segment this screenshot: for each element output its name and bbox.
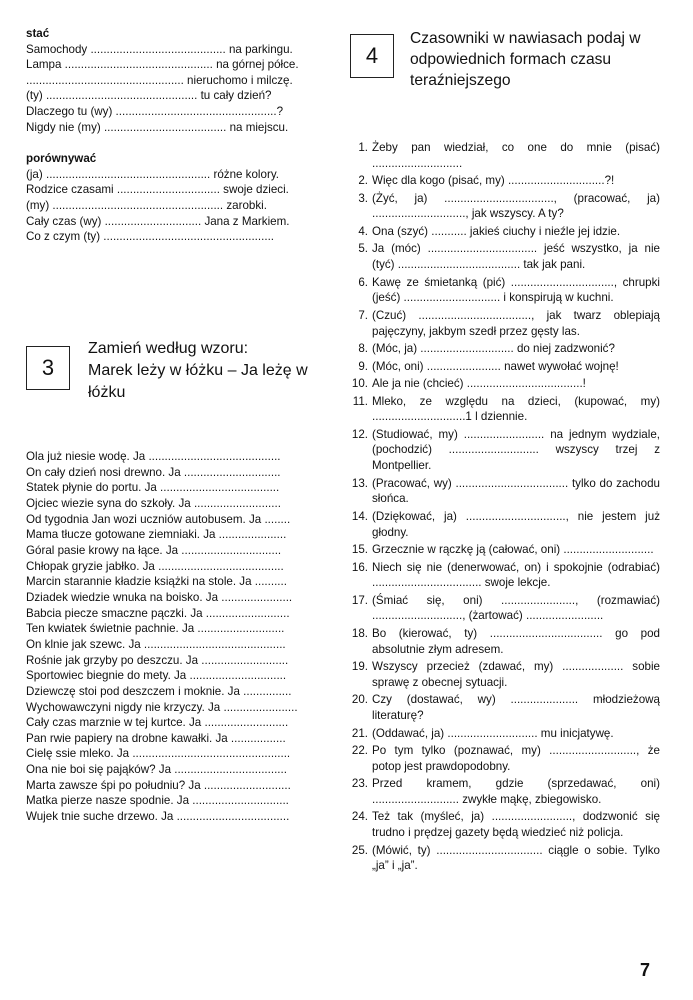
exercise-3-example: Marek leży w łóżku – Ja leżę w łóżku xyxy=(88,362,308,401)
section-stac xyxy=(26,26,334,135)
list-item: Ola już niesie wodę. Ja ......................................... xyxy=(26,450,281,463)
section-porownywac xyxy=(26,151,334,245)
list-item xyxy=(344,191,660,222)
item-number: 15. xyxy=(351,543,368,557)
item-text: (Mówić, ty) ................................. ciągle o sobie. Tylko „ja” i „ja”. xyxy=(372,843,660,873)
list-item: Góral pasie krowy na łące. Ja ............................... xyxy=(26,543,282,557)
item-text: Po tym tylko (poznawać, my) ..........................., że potop jest prawdopodobny. xyxy=(372,744,660,773)
exercise-3-instruction xyxy=(88,338,338,404)
page-number: 7 xyxy=(640,960,651,980)
list-item xyxy=(344,560,660,591)
list-item xyxy=(344,626,660,657)
item-text: (Oddawać, ja) ............................ mu inicjatywę. xyxy=(372,726,614,740)
item-text: Wszyscy przecież (zdawać, my) ................... sobie sprawę z obecnej sytuacji. xyxy=(372,660,660,689)
item-text: (Żyć, ja) .................................., (pracować, ja) ............................., jak wszyscy. A ty? xyxy=(372,191,660,221)
section-heading: porównywać xyxy=(26,152,97,166)
list-item: Pan rwie papiery na drobne kawałki. Ja ................. xyxy=(26,731,286,745)
item-text: (Dziękować, ja) ..............................., nie jestem już głodny. xyxy=(372,509,660,539)
item-text: (Móc, oni) ....................... nawet wywołać wojnę! xyxy=(372,359,619,373)
item-text: Grzecznie w rączkę ją (całować, oni) ............................ xyxy=(372,543,654,557)
list-item xyxy=(344,659,660,690)
item-text: Ale ja nie (chcieć) ....................................! xyxy=(372,377,586,391)
list-item xyxy=(344,224,660,240)
item-text: (Pracować, wy) ................................... tylko do zachodu słońca. xyxy=(372,476,660,506)
list-item xyxy=(344,726,660,742)
item-number: 14. xyxy=(351,509,368,523)
list-item: Rośnie jak grzyby po deszczu. Ja ........................... xyxy=(26,653,289,667)
drill-line: ................................................. nieruchomo i milczę. xyxy=(26,73,293,87)
list-item xyxy=(344,394,660,425)
list-item: Babcia piecze smaczne pączki. Ja .......................... xyxy=(26,606,290,620)
exercise-4-title: Czasowniki w nawiasach podaj w odpowiednich formach czasu teraźniejszego xyxy=(410,30,641,89)
list-item: Statek płynie do portu. Ja ..................................... xyxy=(26,481,280,495)
list-item: Dziewczę stoi pod deszczem i moknie. Ja ............... xyxy=(26,684,292,698)
item-text: Więc dla kogo (pisać, my) ..............................?! xyxy=(372,174,615,188)
drill-line: (my) ..................................................... zarobki. xyxy=(26,198,267,212)
item-number: 12. xyxy=(351,427,368,441)
list-item xyxy=(344,476,660,507)
item-number: 2. xyxy=(358,174,368,188)
list-item: Sportowiec biegnie do mety. Ja .............................. xyxy=(26,669,287,683)
list-item xyxy=(344,275,660,306)
item-text: Mleko, ze względu na dzieci, (kupować, my) .............................1 l dziennie. xyxy=(372,394,660,424)
section-heading: stać xyxy=(26,27,50,40)
list-item xyxy=(344,542,660,558)
item-text: Przed kramem, gdzie (sprzedawać, oni) ........................... zwykłe mąkę, zbiegowisko. xyxy=(372,777,660,806)
item-text: (Śmiać się, oni) ......................., (rozmawiać) ............................, (żartować) ........................ xyxy=(372,593,660,623)
list-item: Matka pierze nasze spodnie. Ja .............................. xyxy=(26,794,289,808)
drill-line: Lampa .............................................. na górnej półce. xyxy=(26,58,299,72)
exercise-number-box: 3 xyxy=(26,346,70,390)
drill-line: Rodzice czasami ................................ swoje dzieci. xyxy=(26,183,289,197)
exercise-3-list xyxy=(26,449,334,825)
item-text: Żeby pan wiedział, co one do mnie (pisać) ............................ xyxy=(372,141,660,170)
list-item xyxy=(344,341,660,357)
list-item: Od tygodnia Jan wozi uczniów autobusem. Ja ........ xyxy=(26,512,291,526)
verb-drills xyxy=(26,26,334,245)
drill-line: Samochody .......................................... na parkingu. xyxy=(26,42,293,56)
item-text: Też tak (myśleć, ja) ........................., dodzwonić się trudno i prędzej gazety będą wiedzieć niż policja. xyxy=(372,810,660,840)
list-item xyxy=(344,776,660,807)
item-number: 10. xyxy=(351,377,368,391)
list-item: Cielę ssie mleko. Ja ................................................. xyxy=(26,747,291,761)
item-number: 22. xyxy=(351,744,368,758)
item-text: (Móc, ja) ............................. do niej zadzwonić? xyxy=(372,342,615,356)
item-text: (Studiować, my) ......................... na jednym wydziale, (pochodzić) ............................ wszyscy trzej z Montpellier. xyxy=(372,427,660,473)
item-number: 9. xyxy=(358,359,368,373)
list-item: On cały dzień nosi drewno. Ja .............................. xyxy=(26,465,281,479)
list-item xyxy=(344,173,660,189)
item-text: Kawę ze śmietanką (pić) ................................, chrupki (jeść) .............................. i konspirują w kuchni. xyxy=(372,275,660,305)
list-item xyxy=(344,308,660,339)
list-item: Dziadek wiedzie wnuka na boisko. Ja ...................... xyxy=(26,590,293,604)
list-item: Ona nie boi się pająków? Ja ................................... xyxy=(26,763,287,777)
item-number: 1. xyxy=(358,141,368,154)
list-item xyxy=(344,692,660,723)
item-number: 13. xyxy=(351,476,368,490)
list-item xyxy=(344,593,660,624)
item-number: 19. xyxy=(351,660,368,674)
item-number: 6. xyxy=(358,275,368,289)
item-number: 4. xyxy=(358,224,368,238)
list-item: Cały czas marznie w tej kurtce. Ja .......................... xyxy=(26,716,289,730)
drill-line: Dlaczego tu (wy) ..................................................? xyxy=(26,104,284,118)
drill-line: Co z czym (ty) ..................................................... xyxy=(26,230,275,244)
item-number: 23. xyxy=(351,777,368,791)
exercise-number-box: 4 xyxy=(350,34,394,78)
item-text: Bo (kierować, ty) ................................... go pod absolutnie złym adresem. xyxy=(372,626,660,656)
item-number: 20. xyxy=(351,693,368,707)
list-item: Mama tłucze gotowane ziemniaki. Ja ..................... xyxy=(26,528,287,542)
list-item: Wychowawczyni nigdy nie krzyczy. Ja ....................... xyxy=(26,700,298,714)
item-number: 16. xyxy=(351,560,368,574)
item-text: Ja (móc) .................................. jeść wszystko, ja nie (tyć) ...................................... tak jak pani. xyxy=(372,242,660,272)
list-item: Marta zawsze śpi po południu? Ja ........................... xyxy=(26,778,291,792)
item-number: 18. xyxy=(351,626,368,640)
list-item xyxy=(344,376,660,392)
item-number: 25. xyxy=(351,843,368,857)
item-number: 8. xyxy=(358,342,368,356)
list-item: Ten kwiatek świetnie pachnie. Ja ........................... xyxy=(26,622,285,636)
item-number: 24. xyxy=(351,810,368,824)
drill-line: Nigdy nie (my) ...................................... na miejscu. xyxy=(26,120,289,134)
item-number: 21. xyxy=(351,726,368,740)
list-item: On klnie jak szewc. Ja ............................................ xyxy=(26,637,286,651)
list-item: Chłopak gryzie jabłko. Ja ....................................... xyxy=(26,559,284,573)
drill-line: Cały czas (wy) .............................. Jana z Markiem. xyxy=(26,214,290,228)
item-number: 11. xyxy=(352,394,368,408)
list-item xyxy=(344,509,660,540)
drill-line: (ja) ................................................... różne kolory. xyxy=(26,167,279,181)
item-text: Niech się nie (denerwować, on) i spokojnie (odrabiać) .................................. swoje lekcje. xyxy=(372,560,660,590)
item-text: (Czuć) ..................................., jak twarz oblepiają pajęczyny, jakbym szedł przez gęsty las. xyxy=(372,308,660,338)
exercise-4-list xyxy=(344,140,660,876)
list-item: Wujek tnie suche drzewo. Ja ................................... xyxy=(26,810,290,824)
item-number: 5. xyxy=(358,242,368,256)
list-item xyxy=(344,809,660,840)
list-item: Ojciec wiezie syna do szkoły. Ja ........................... xyxy=(26,496,281,510)
list-item xyxy=(344,241,660,272)
item-text: Czy (dostawać, wy) ..................... młodzieżową literaturę? xyxy=(372,693,660,723)
exercise-3-title: Zamień według wzoru: xyxy=(88,340,249,357)
drill-line: (ty) ............................................... tu cały dzień? xyxy=(26,89,272,103)
item-number: 3. xyxy=(358,191,368,205)
item-text: Ona (szyć) ........... jakieś ciuchy i nieźle jej idzie. xyxy=(372,224,621,238)
list-item xyxy=(344,359,660,375)
list-item xyxy=(344,843,660,874)
item-number: 7. xyxy=(358,308,368,322)
list-item: Marcin starannie kładzie książki na stole. Ja .......... xyxy=(26,575,287,589)
item-number: 17. xyxy=(351,593,368,607)
list-item xyxy=(344,140,660,171)
list-item xyxy=(344,743,660,774)
list-item xyxy=(344,427,660,474)
